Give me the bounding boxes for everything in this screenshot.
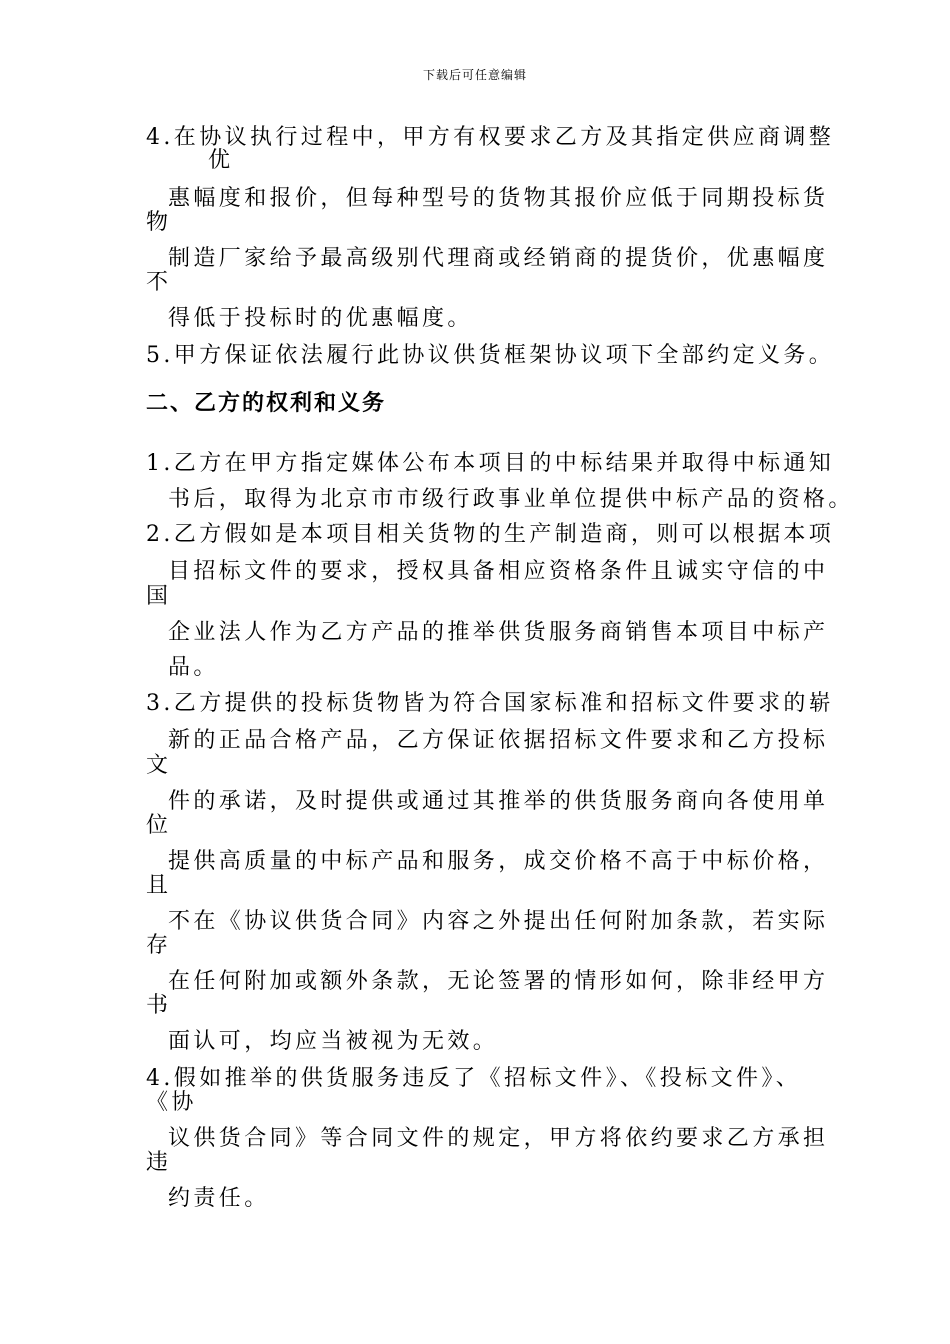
paragraph-line: 违 — [146, 1150, 172, 1175]
paragraph-line: 书后，取得为北京市市级行政事业单位提供中标产品的资格。 — [168, 487, 854, 512]
paragraph-line: 且 — [146, 873, 172, 898]
paragraph-line: 5.甲方保证依法履行此协议供货框架协议项下全部约定义务。 — [146, 343, 835, 368]
paragraph-line: 新的正品合格产品，乙方保证依据招标文件要求和乙方投标 — [168, 728, 829, 753]
paragraph-line: 存 — [146, 933, 172, 958]
paragraph-line: 4.假如推举的供货服务违反了《招标文件》、《投标文件》、 — [146, 1066, 802, 1091]
paragraph-line: 文 — [146, 753, 172, 778]
paragraph-line: 议供货合同》等合同文件的规定，甲方将依约要求乙方承担 — [168, 1126, 829, 1151]
paragraph-line: 优 — [208, 148, 234, 173]
paragraph-line: 物 — [146, 210, 172, 235]
paragraph-line: 件的承诺，及时提供或通过其推举的供货服务商向各使用单 — [168, 789, 829, 814]
paragraph-line: 位 — [146, 813, 172, 838]
paragraph-line: 品。 — [168, 655, 219, 680]
paragraph-line: 4.在协议执行过程中，甲方有权要求乙方及其指定供应商调整 — [146, 125, 835, 150]
paragraph-line: 3.乙方提供的投标货物皆为符合国家标准和招标文件要求的崭 — [146, 691, 835, 716]
paragraph-line: 制造厂家给予最高级别代理商或经销商的提货价，优惠幅度 — [168, 246, 829, 271]
paragraph-line: 面认可，均应当被视为无效。 — [168, 1029, 499, 1054]
paragraph-line: 企业法人作为乙方产品的推举供货服务商销售本项目中标产 — [168, 620, 829, 645]
paragraph-line: 《协 — [146, 1090, 197, 1115]
paragraph-line: 国 — [146, 584, 172, 609]
paragraph-line: 在任何附加或额外条款，无论签署的情形如何，除非经甲方 — [168, 969, 829, 994]
paragraph-line: 惠幅度和报价，但每种型号的货物其报价应低于同期投标货 — [168, 186, 829, 211]
paragraph-line: 2.乙方假如是本项目相关货物的生产制造商，则可以根据本项 — [146, 522, 835, 547]
paragraph-line: 不在《协议供货合同》内容之外提出任何附加条款，若实际 — [168, 909, 829, 934]
paragraph-line: 书 — [146, 993, 172, 1018]
paragraph-line: 目招标文件的要求，授权具备相应资格条件且诚实守信的中 — [168, 559, 829, 584]
paragraph-line: 约责任。 — [168, 1186, 270, 1211]
paragraph-line: 1.乙方在甲方指定媒体公布本项目的中标结果并取得中标通知 — [146, 451, 835, 476]
paragraph-line: 不 — [146, 270, 172, 295]
paragraph-line: 提供高质量的中标产品和服务，成交价格不高于中标价格， — [168, 849, 829, 874]
paragraph-line: 得低于投标时的优惠幅度。 — [168, 306, 473, 331]
page-header: 下载后可任意编辑 — [422, 68, 527, 82]
section-heading: 二、乙方的权利和义务 — [146, 390, 387, 416]
